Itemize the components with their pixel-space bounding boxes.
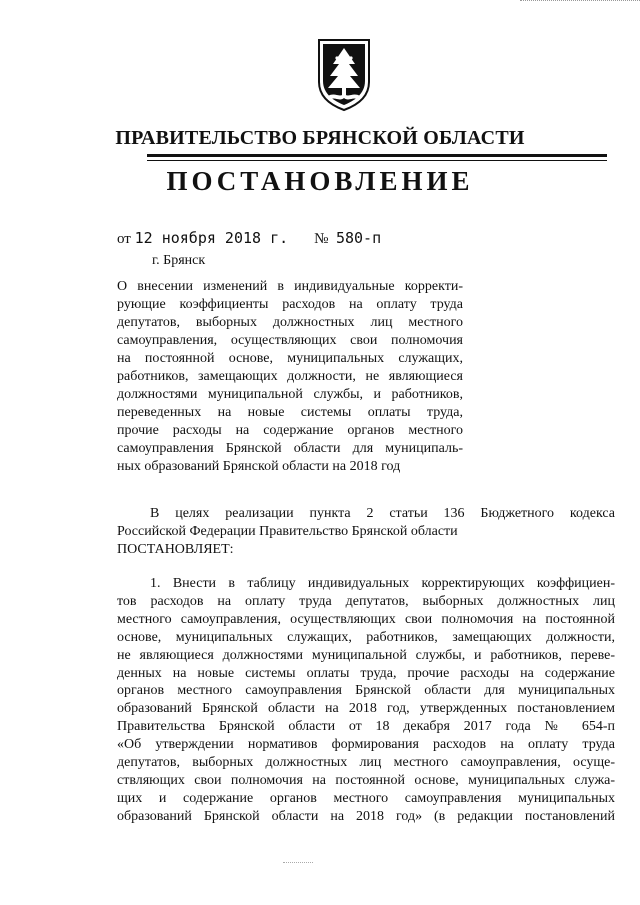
- preamble-line: В целях реализации пункта 2 статьи 136 Бюджетного кодекса: [150, 506, 615, 521]
- header-divider-thick: [147, 154, 607, 157]
- clause-1-block: [117, 575, 615, 826]
- scan-edge-mark: [520, 0, 640, 1]
- body-line: образований Брянской области на 2018 год» (в редакции постановлений: [117, 808, 615, 824]
- subject-block: [117, 278, 463, 476]
- body-line: не являющиеся должностями муниципальной службы, и работников, переве-: [117, 647, 615, 663]
- date-value: 12 ноября 2018 г.: [134, 229, 289, 247]
- preamble-block: [117, 505, 615, 559]
- coat-of-arms-icon: [315, 38, 373, 112]
- resolves-heading: ПОСТАНОВЛЯЕТ:: [117, 542, 234, 557]
- subject-line: самоуправления, осуществляющих свои полномочия: [117, 333, 463, 348]
- body-line: денных на новые системы оплаты труда, прочие расходы на содержание: [117, 665, 615, 681]
- subject-line: рующие коэффициенты расходов на оплату труда: [117, 297, 463, 312]
- date-prefix: от: [117, 231, 131, 247]
- subject-line: переведенных на новые системы оплаты труда,: [117, 405, 463, 420]
- body-line: щих и содержание органов местного самоуправления муниципальных: [117, 790, 615, 806]
- subject-line: на постоянной основе, муниципальных служащих,: [117, 351, 463, 366]
- body-line: 1. Внести в таблицу индивидуальных корректирующих коэффициен-: [150, 576, 615, 591]
- body-line: «Об утверждении нормативов формирования расходов на оплату труда: [117, 737, 615, 753]
- body-line: депутатов, выборных должностных лиц местного самоуправления, осуще-: [117, 755, 615, 771]
- city-name: г. Брянск: [152, 253, 206, 268]
- date-number-line: [117, 229, 381, 248]
- subject-line: О внесении изменений в индивидуальные корректи-: [117, 279, 463, 294]
- body-line: ствляющих свои полномочия на постоянной основе, муниципальных служа-: [117, 772, 615, 788]
- body-line: основе, муниципальных служащих, работников, замещающих должности,: [117, 629, 615, 645]
- document-type-heading: ПОСТАНОВЛЕНИЕ: [166, 166, 474, 196]
- subject-line: самоуправления Брянской области для муниципаль-: [117, 441, 463, 456]
- subject-line: прочие расходы на содержание органов местного: [117, 423, 463, 438]
- body-line: образований Брянской области на 2018 год, утвержденных постановлением: [117, 701, 615, 717]
- subject-line: работников, замещающих должности, не являющиеся: [117, 369, 463, 384]
- subject-line: ных образований Брянской области на 2018 год: [117, 459, 401, 474]
- body-line: Правительства Брянской области от 18 декабря 2017 года № 654-п: [117, 719, 615, 735]
- body-line: местного самоуправления, осуществляющих свои полномочия на постоянной: [117, 611, 615, 627]
- subject-line: должностями муниципальной службы, и работников,: [117, 387, 463, 402]
- preamble-line: Российской Федерации Правительство Брянской области: [117, 524, 458, 539]
- body-line: органов местного самоуправления Брянской области для муниципальных: [117, 683, 615, 699]
- document-number: 580-п: [335, 229, 382, 247]
- scan-artifact-mark: [283, 862, 313, 863]
- header-divider-thin: [147, 160, 607, 161]
- number-label: №: [314, 231, 329, 247]
- organization-title: ПРАВИТЕЛЬСТВО БРЯНСКОЙ ОБЛАСТИ: [115, 127, 525, 149]
- subject-line: депутатов, выборных должностных лиц местного: [117, 315, 463, 330]
- body-line: тов расходов на оплату труда депутатов, выборных должностных лиц: [117, 593, 615, 609]
